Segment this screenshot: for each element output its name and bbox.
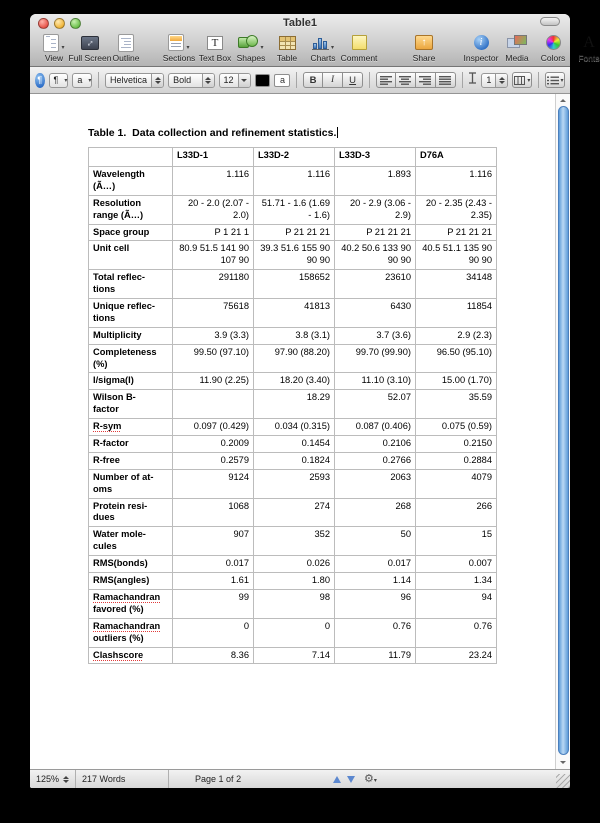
table-cell[interactable]: 0.2009: [173, 436, 254, 453]
highlight-color-well[interactable]: a: [274, 74, 290, 87]
toolbar-outline[interactable]: [113, 32, 139, 63]
font-family-popup[interactable]: [105, 73, 164, 88]
full-screen-icon: ↔: [82, 34, 98, 50]
separator: [168, 770, 169, 788]
chevron-down-icon: ▾: [527, 77, 531, 84]
separator: [538, 72, 539, 88]
chevron-down-icon: [238, 74, 250, 87]
columns-icon: [514, 76, 525, 85]
corner-cell[interactable]: [89, 148, 173, 167]
scrollbar-thumb[interactable]: [558, 106, 569, 755]
row-label[interactable]: [89, 299, 173, 328]
chevron-down-icon: ▾: [186, 45, 190, 51]
table-cell[interactable]: 52.07: [335, 390, 416, 419]
table-cell[interactable]: 352: [254, 527, 335, 556]
table-cell[interactable]: 20 - 2.0 (2.07 - 2.0): [173, 195, 254, 224]
toolbar-full-screen[interactable]: [68, 32, 112, 63]
row-label[interactable]: [89, 167, 173, 196]
align-justify-icon: [439, 76, 451, 85]
character-style-menu[interactable]: [72, 73, 92, 88]
table-cell[interactable]: 11.90 (2.25): [173, 373, 254, 390]
word-count: [76, 770, 168, 788]
document-page[interactable]: [30, 94, 555, 769]
table-row: [89, 573, 497, 590]
row-label-line: outliers (%): [93, 632, 144, 643]
table-cell[interactable]: 40.5 51.1 135 90 90 90: [416, 241, 497, 270]
toolbar-colors[interactable]: [540, 32, 566, 63]
table-caption[interactable]: [88, 127, 338, 139]
table-cell[interactable]: 97.90 (88.20): [254, 344, 335, 373]
table-cell[interactable]: 50: [335, 527, 416, 556]
row-label-line: R-free: [93, 454, 120, 465]
column-header[interactable]: L33D-1: [173, 148, 254, 167]
table-cell[interactable]: 1.61: [173, 573, 254, 590]
comment-icon: [352, 35, 367, 50]
table-cell[interactable]: 15: [416, 527, 497, 556]
table-cell[interactable]: 1.80: [254, 573, 335, 590]
align-left-button[interactable]: [376, 72, 396, 88]
table-cell[interactable]: 7.14: [254, 647, 335, 664]
row-label-line: range (Ã…): [93, 209, 144, 220]
row-label-line: Water mole-: [93, 529, 146, 540]
toolbar-label: Full Screen: [68, 53, 112, 63]
format-bar: [30, 67, 570, 94]
chevron-down-icon: ▾: [560, 77, 564, 84]
table-cell[interactable]: 0.2766: [335, 452, 416, 469]
previous-page-icon[interactable]: [333, 776, 341, 783]
text-cursor: [337, 127, 338, 138]
table-cell[interactable]: 2.9 (2.3): [416, 327, 497, 344]
table-row: [89, 556, 497, 573]
columns-menu-button[interactable]: [512, 72, 532, 88]
toolbar-fonts[interactable]: [576, 32, 600, 63]
page-indicator-text: Page 1 of 2: [195, 774, 242, 784]
table-cell[interactable]: 15.00 (1.70): [416, 373, 497, 390]
table-cell[interactable]: 907: [173, 527, 254, 556]
toolbar-text-box[interactable]: [198, 32, 232, 63]
vertical-scrollbar[interactable]: [555, 94, 570, 769]
scroll-up-arrow-icon[interactable]: [556, 95, 570, 105]
text-color-well[interactable]: [255, 74, 271, 87]
table-cell[interactable]: 1.34: [416, 573, 497, 590]
row-label-line: Ramachandran: [93, 620, 161, 631]
separator: [369, 72, 370, 88]
row-label-line: Wavelength: [93, 169, 145, 179]
align-justify-button[interactable]: [436, 72, 456, 88]
table-cell[interactable]: 20 - 2.35 (2.43 - 2.35): [416, 195, 497, 224]
align-center-icon: [399, 76, 411, 85]
row-label-line: Resolution: [93, 197, 142, 208]
table-row: [89, 167, 497, 196]
row-label[interactable]: [89, 390, 173, 419]
table-cell[interactable]: 75618: [173, 299, 254, 328]
table-cell[interactable]: 0.017: [335, 556, 416, 573]
table-cell[interactable]: 3.8 (3.1): [254, 327, 335, 344]
table-cell[interactable]: 35.59: [416, 390, 497, 419]
chevron-down-icon: ▾: [330, 45, 334, 51]
zoom-stepper-icon[interactable]: [63, 775, 69, 783]
row-label[interactable]: [89, 647, 173, 664]
chevron-down-icon: ▾: [61, 45, 65, 51]
table-cell[interactable]: 158652: [254, 270, 335, 299]
row-label[interactable]: [89, 618, 173, 647]
font-size-combo[interactable]: [219, 73, 251, 88]
table-cell[interactable]: 20 - 2.9 (3.06 - 2.9): [335, 195, 416, 224]
gear-icon[interactable]: ⚙▾: [364, 772, 377, 785]
table-cell[interactable]: 0.097 (0.429): [173, 419, 254, 436]
table-cell[interactable]: P 21 21 21: [254, 224, 335, 241]
table-cell[interactable]: 0.026: [254, 556, 335, 573]
zoom-control[interactable]: [30, 770, 75, 788]
row-label-line: tions: [93, 284, 116, 295]
toolbar-media[interactable]: [504, 32, 530, 63]
table-cell[interactable]: 0.075 (0.59): [416, 419, 497, 436]
table-cell[interactable]: P 21 21 21: [335, 224, 416, 241]
table-cell[interactable]: 0.1454: [254, 436, 335, 453]
table-row: [89, 224, 497, 241]
row-label-line: Protein resi-: [93, 500, 148, 511]
row-label-line: Unique reflec-: [93, 301, 155, 312]
table-row: [89, 270, 497, 299]
align-right-button[interactable]: [416, 72, 436, 88]
table-cell[interactable]: 18.29: [254, 390, 335, 419]
toolbar-inspector[interactable]: [463, 32, 499, 63]
column-header[interactable]: L33D-2: [254, 148, 335, 167]
table-cell[interactable]: 1.893: [335, 167, 416, 196]
table-cell[interactable]: 0.087 (0.406): [335, 419, 416, 436]
table-cell[interactable]: 23.24: [416, 647, 497, 664]
list-menu-button[interactable]: [545, 72, 565, 88]
paragraph-styles-icon[interactable]: ¶: [35, 73, 45, 88]
toolbar-table[interactable]: [274, 32, 300, 63]
toolbar-label: Charts: [310, 53, 336, 63]
sections-icon: [168, 34, 184, 51]
paragraph-style-menu-label: ¶: [53, 75, 59, 85]
row-label[interactable]: [89, 556, 173, 573]
table-cell[interactable]: 291180: [173, 270, 254, 299]
table-header-row: [89, 148, 497, 167]
row-label[interactable]: [89, 452, 173, 469]
table-row: [89, 419, 497, 436]
table-cell[interactable]: 0.2106: [335, 436, 416, 453]
separator: [98, 72, 99, 88]
fonts-icon: A: [583, 33, 595, 51]
table-cell[interactable]: 0: [173, 618, 254, 647]
toolbar-charts[interactable]: [310, 32, 336, 63]
chevron-down-icon: ▾: [88, 77, 92, 84]
table-cell[interactable]: 1.116: [416, 167, 497, 196]
table-row: [89, 195, 497, 224]
row-label[interactable]: [89, 573, 173, 590]
table-row: [89, 299, 497, 328]
table-row: [89, 373, 497, 390]
table-row: [89, 327, 497, 344]
row-label-line: favored (%): [93, 603, 144, 614]
word-count-text: 217 Words: [82, 774, 126, 784]
table-cell[interactable]: 266: [416, 498, 497, 527]
table-cell[interactable]: 0: [254, 618, 335, 647]
table-icon: [279, 36, 296, 50]
table-cell[interactable]: 3.7 (3.6): [335, 327, 416, 344]
table-cell[interactable]: 0.034 (0.315): [254, 419, 335, 436]
table-cell[interactable]: 0.76: [416, 618, 497, 647]
toolbar-toggle-pill[interactable]: [540, 17, 560, 26]
colors-icon: [546, 35, 561, 50]
toolbar-label: Colors: [540, 53, 566, 63]
table-row: [89, 527, 497, 556]
row-label-line: Ramachandran: [93, 591, 161, 602]
toolbar-label: Comment: [340, 53, 378, 63]
outline-icon: [118, 34, 134, 52]
stepper-icon: [202, 74, 214, 87]
window-chrome: [30, 14, 600, 67]
line-spacing-stepper[interactable]: [481, 73, 508, 88]
table-cell[interactable]: 51.71 - 1.6 (1.69 - 1.6): [254, 195, 335, 224]
toolbar-sections[interactable]: [162, 32, 196, 63]
charts-icon: [312, 35, 329, 50]
table-cell[interactable]: P 21 21 21: [416, 224, 497, 241]
table-row: [89, 589, 497, 618]
next-page-icon[interactable]: [347, 776, 355, 783]
bold-button[interactable]: B: [303, 72, 323, 88]
table-cell[interactable]: 9124: [173, 469, 254, 498]
row-label[interactable]: [89, 527, 173, 556]
text-box-icon: T: [207, 36, 223, 50]
row-label-line: Completeness: [93, 346, 157, 357]
row-label-line: I/sigma(I): [93, 375, 134, 386]
table-cell[interactable]: 1.116: [254, 167, 335, 196]
toolbar-label: View: [44, 53, 64, 63]
row-label-line: RMS(bonds): [93, 558, 148, 569]
row-label-line: Clashscore: [93, 649, 144, 660]
font-size-value: 12: [223, 75, 234, 85]
share-icon: ↑: [415, 35, 433, 50]
toolbar-comment[interactable]: [340, 32, 378, 63]
column-header[interactable]: D76A: [416, 148, 497, 167]
row-label-line: oms: [93, 483, 113, 494]
table-cell[interactable]: 98: [254, 589, 335, 618]
table-cell[interactable]: 99.50 (97.10): [173, 344, 254, 373]
italic-button[interactable]: I: [323, 72, 343, 88]
table-cell[interactable]: 11854: [416, 299, 497, 328]
row-label[interactable]: [89, 498, 173, 527]
row-label-line: cules: [93, 541, 117, 552]
toolbar-label: Table: [276, 53, 298, 63]
font-family-value: Helvetica: [110, 75, 148, 85]
table-cell[interactable]: 96: [335, 589, 416, 618]
table-row: [89, 436, 497, 453]
table-cell[interactable]: 3.9 (3.3): [173, 327, 254, 344]
row-label[interactable]: [89, 241, 173, 270]
toolbar-label: Inspector: [463, 53, 499, 63]
inspector-icon: i: [474, 35, 489, 50]
toolbar: [30, 32, 600, 66]
align-right-icon: [419, 76, 431, 85]
table-cell[interactable]: 96.50 (95.10): [416, 344, 497, 373]
stepper-icon: [495, 74, 507, 87]
table-row: [89, 647, 497, 664]
row-label[interactable]: [89, 327, 173, 344]
table-cell[interactable]: 0.2150: [416, 436, 497, 453]
table-cell[interactable]: 23610: [335, 270, 416, 299]
row-label[interactable]: [89, 469, 173, 498]
chevron-down-icon: ▾: [64, 77, 68, 84]
table-cell[interactable]: 34148: [416, 270, 497, 299]
row-label-line: Space group: [93, 226, 150, 237]
row-label[interactable]: [89, 373, 173, 390]
row-label-line: factor: [93, 404, 119, 415]
row-label[interactable]: [89, 195, 173, 224]
table-row: [89, 452, 497, 469]
titlebar[interactable]: [30, 14, 570, 32]
toolbar-label: Shapes: [236, 53, 266, 63]
table-cell[interactable]: 1.116: [173, 167, 254, 196]
media-icon: [507, 35, 527, 50]
status-bar: [30, 769, 570, 788]
row-label-line: tions: [93, 312, 116, 323]
row-label[interactable]: [89, 419, 173, 436]
table-cell[interactable]: 8.36: [173, 647, 254, 664]
list-icon: [547, 76, 559, 85]
table-cell[interactable]: 0.2579: [173, 452, 254, 469]
toolbar-label: Media: [505, 53, 529, 63]
row-label-line: (%): [93, 358, 108, 369]
row-label-line: Number of at-: [93, 471, 154, 482]
font-style-popup[interactable]: [168, 73, 214, 88]
table-cell[interactable]: 1.14: [335, 573, 416, 590]
row-label-line: dues: [93, 512, 115, 523]
table-cell[interactable]: 0.2884: [416, 452, 497, 469]
table-cell[interactable]: 0.76: [335, 618, 416, 647]
table-cell[interactable]: [173, 390, 254, 419]
table-cell[interactable]: 0.007: [416, 556, 497, 573]
table-cell[interactable]: 80.9 51.5 141 90 107 90: [173, 241, 254, 270]
underline-button[interactable]: U: [343, 72, 363, 88]
row-label-line: Total reflec-: [93, 272, 146, 283]
table-cell[interactable]: 11.79: [335, 647, 416, 664]
row-label-line: (Ã…): [93, 180, 116, 191]
paragraph-style-menu[interactable]: [49, 73, 69, 88]
separator: [462, 72, 463, 88]
toolbar-view[interactable]: [41, 32, 67, 63]
window-title: Table1: [282, 17, 318, 29]
table-row: [89, 469, 497, 498]
line-spacing-icon: [468, 71, 477, 89]
page-indicator: [189, 770, 296, 788]
align-left-icon: [380, 76, 392, 85]
table-row: [89, 618, 497, 647]
table-cell[interactable]: 4079: [416, 469, 497, 498]
table-cell[interactable]: 268: [335, 498, 416, 527]
table-cell[interactable]: 274: [254, 498, 335, 527]
row-label[interactable]: [89, 589, 173, 618]
toolbar-share[interactable]: [411, 32, 437, 63]
row-label-line: Unit cell: [93, 243, 130, 254]
view-icon: [43, 34, 59, 52]
row-label[interactable]: [89, 344, 173, 373]
toolbar-label: Text Box: [198, 53, 232, 63]
table-cell[interactable]: 99.70 (99.90): [335, 344, 416, 373]
toolbar-label: Sections: [162, 53, 196, 63]
resize-grip[interactable]: [556, 774, 570, 788]
column-header[interactable]: L33D-3: [335, 148, 416, 167]
table-row: [89, 498, 497, 527]
table-cell[interactable]: 2593: [254, 469, 335, 498]
toolbar-label: Fonts: [578, 53, 600, 63]
table-cell[interactable]: 6430: [335, 299, 416, 328]
shapes-icon: [238, 35, 258, 51]
row-label-line: R-factor: [93, 438, 129, 449]
table-cell[interactable]: P 1 21 1: [173, 224, 254, 241]
row-label-line: Multiplicity: [93, 329, 142, 340]
line-spacing-value: 1: [486, 75, 492, 85]
table-cell[interactable]: 94: [416, 589, 497, 618]
row-label-line: R-sym: [93, 421, 122, 432]
stats-table-body: [89, 148, 497, 664]
table-cell[interactable]: 2063: [335, 469, 416, 498]
row-label-line: Wilson B-: [93, 392, 136, 403]
table-cell[interactable]: 0.1824: [254, 452, 335, 469]
scroll-down-arrow-icon[interactable]: [556, 757, 570, 767]
separator: [296, 72, 297, 88]
table-cell[interactable]: 41813: [254, 299, 335, 328]
toolbar-label: Share: [412, 53, 436, 63]
row-label[interactable]: [89, 270, 173, 299]
row-label-line: RMS(angles): [93, 575, 150, 586]
table-caption-text: Table 1. Data collection and refinement statistics.: [88, 127, 337, 139]
zoom-level: 125%: [36, 774, 60, 784]
chevron-down-icon: ▾: [260, 45, 264, 51]
page-nav: [324, 770, 383, 788]
toolbar-label: Outline: [112, 53, 140, 63]
table-cell[interactable]: 40.2 50.6 133 90 90 90: [335, 241, 416, 270]
stepper-icon: [151, 74, 163, 87]
pages-window: [30, 14, 600, 788]
table-row: [89, 390, 497, 419]
table-cell[interactable]: 18.20 (3.40): [254, 373, 335, 390]
table-cell[interactable]: 39.3 51.6 155 90 90 90: [254, 241, 335, 270]
table-row: [89, 241, 497, 270]
row-label[interactable]: [89, 224, 173, 241]
font-style-value: Bold: [173, 75, 192, 85]
table-cell[interactable]: 11.10 (3.10): [335, 373, 416, 390]
align-center-button[interactable]: [396, 72, 416, 88]
table-row: [89, 344, 497, 373]
stats-table: [88, 147, 497, 664]
table-cell[interactable]: 99: [173, 589, 254, 618]
character-style-menu-label: a: [77, 75, 83, 85]
row-label[interactable]: [89, 436, 173, 453]
document-area: [30, 94, 570, 769]
table-cell[interactable]: 1068: [173, 498, 254, 527]
table-cell[interactable]: 0.017: [173, 556, 254, 573]
toolbar-shapes[interactable]: [238, 32, 264, 63]
